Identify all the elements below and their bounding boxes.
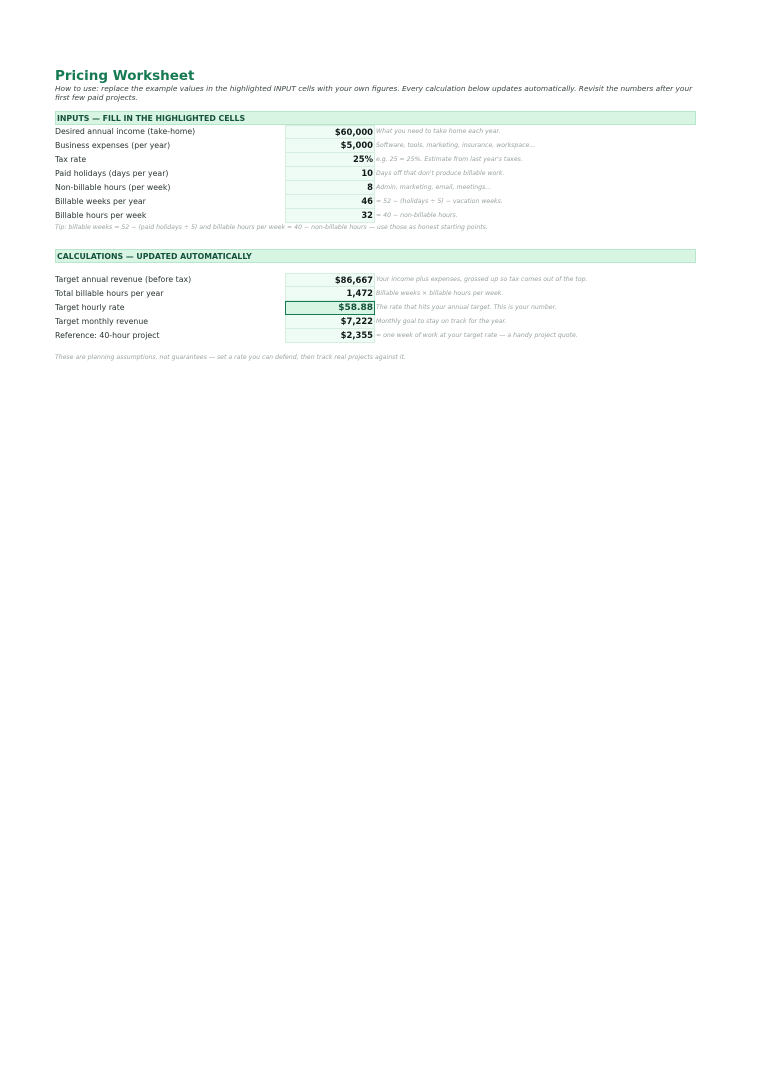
- pricing-worksheet: [55, 68, 696, 363]
- billable-weeks-cell[interactable]: 46: [285, 195, 375, 209]
- paid-holidays-cell[interactable]: 10: [285, 167, 375, 181]
- tax-rate-cell[interactable]: 25%: [285, 153, 375, 167]
- target-annual-revenue-cell[interactable]: $86,667: [285, 273, 375, 287]
- instructions-text: How to use: replace the example values in the highlighted INPUT cells with your own figures. Every calculation below updates automatically. Revisit the numbers after your first few paid projects.: [55, 84, 693, 102]
- disclaimer-text: These are planning assumptions, not guarantees — set a rate you can defend, then track real projects against it.: [55, 354, 406, 361]
- row-note: Days off that don't produce billable work.: [376, 170, 505, 177]
- row-note: Monthly goal to stay on track for the year.: [376, 318, 507, 325]
- row-label: Billable hours per week: [55, 211, 147, 220]
- row-label: Desired annual income (take-home): [55, 127, 196, 136]
- target-monthly-revenue-cell[interactable]: $7,222: [285, 315, 375, 329]
- row-label: Non-billable hours (per week): [55, 183, 171, 192]
- row-note: What you need to take home each year.: [376, 128, 501, 135]
- row-note: The rate that hits your annual target. This is your number.: [376, 304, 557, 311]
- page-title: Pricing Worksheet: [55, 68, 195, 84]
- input-row-billable-weeks: [55, 195, 696, 209]
- non-billable-hours-cell[interactable]: 8: [285, 181, 375, 195]
- input-row-paid-holidays: [55, 167, 696, 181]
- row-note: e.g. 25 = 25%. Estimate from last year's taxes.: [376, 156, 523, 163]
- inputs-section-header: INPUTS — FILL IN THE HIGHLIGHTED CELLS: [55, 111, 696, 125]
- tip-text: Tip: billable weeks = 52 − (paid holidays ÷ 5) and billable hours per week = 40 − non-billable hours — use those as honest starting points.: [55, 224, 488, 231]
- input-row-non-billable-hours: [55, 181, 696, 195]
- row-label: Business expenses (per year): [55, 141, 171, 150]
- billable-hours-cell[interactable]: 32: [285, 209, 375, 223]
- row-note: ≈ one week of work at your target rate — a handy project quote.: [376, 332, 578, 339]
- calc-row-total-billable-hours: [55, 287, 696, 301]
- row-note: Admin, marketing, email, meetings...: [376, 184, 492, 191]
- total-billable-hours-cell[interactable]: 1,472: [285, 287, 375, 301]
- row-label: Billable weeks per year: [55, 197, 146, 206]
- desired-income-cell[interactable]: $60,000: [285, 125, 375, 139]
- calc-row-target-monthly-revenue: [55, 315, 696, 329]
- input-row-desired-income: [55, 125, 696, 139]
- calc-row-reference-40-hour-project: [55, 329, 696, 343]
- input-row-tax-rate: [55, 153, 696, 167]
- calculations-section-header: CALCULATIONS — UPDATED AUTOMATICALLY: [55, 249, 696, 263]
- calc-row-target-annual-revenue: [55, 273, 696, 287]
- row-note: Billable weeks × billable hours per week.: [376, 290, 504, 297]
- row-label: Target monthly revenue: [55, 317, 149, 326]
- row-note: Software, tools, marketing, insurance, workspace...: [376, 142, 536, 149]
- calc-row-target-hourly-rate: [55, 301, 696, 315]
- row-label: Total billable hours per year: [55, 289, 164, 298]
- row-note: = 52 − (holidays ÷ 5) − vacation weeks.: [376, 198, 503, 205]
- business-expenses-cell[interactable]: $5,000: [285, 139, 375, 153]
- row-note: Your income plus expenses, grossed up so tax comes out of the top.: [376, 276, 588, 283]
- row-label: Target annual revenue (before tax): [55, 275, 192, 284]
- row-label: Reference: 40-hour project: [55, 331, 160, 340]
- input-row-business-expenses: [55, 139, 696, 153]
- row-label: Tax rate: [55, 155, 87, 164]
- target-hourly-rate-cell[interactable]: $58.88: [285, 301, 375, 315]
- row-note: = 40 − non-billable hours.: [376, 212, 458, 219]
- reference-project-cell[interactable]: $2,355: [285, 329, 375, 343]
- row-label: Paid holidays (days per year): [55, 169, 169, 178]
- row-label: Target hourly rate: [55, 303, 125, 312]
- input-row-billable-hours: [55, 209, 696, 223]
